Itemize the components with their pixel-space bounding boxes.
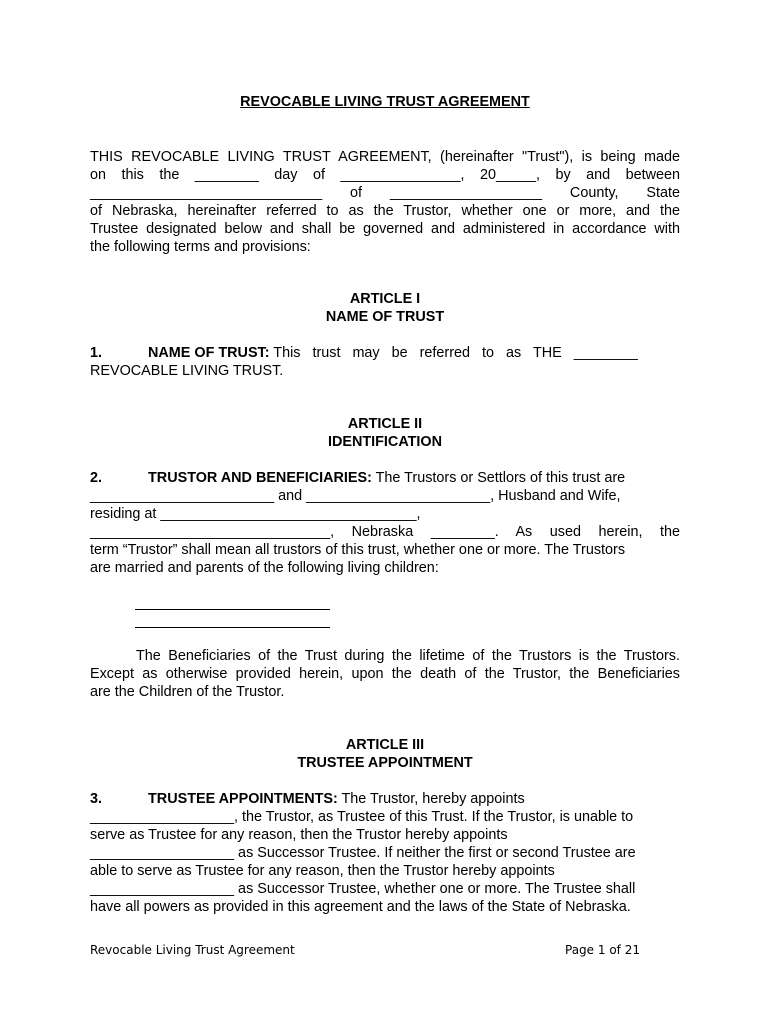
- section-label: TRUSTEE APPOINTMENTS:: [148, 791, 338, 807]
- section-3-line: [90, 790, 680, 808]
- section-1-line: [90, 344, 680, 362]
- article-1-heading: ARTICLE I: [349, 291, 421, 307]
- article-3-subheading: TRUSTEE APPOINTMENT: [297, 755, 473, 771]
- section-text: This trust may be referred to as THE ________: [273, 345, 638, 361]
- section-3: [90, 790, 680, 916]
- section-2-line: residing at ________________________________,: [90, 506, 421, 522]
- section-2-line: are married and parents of the following living children:: [90, 560, 439, 576]
- beneficiary-line: are the Children of the Trustor.: [90, 684, 285, 700]
- section-number: 2.: [90, 470, 103, 486]
- section-3-line: __________________, the Trustor, as Trustee of this Trust. If the Trustor, is unable to: [90, 809, 634, 825]
- footer-title: Revocable Living Trust Agreement: [90, 943, 295, 957]
- intro-line: of Nebraska, hereinafter referred to as the Trustor, whether one or more, and the: [90, 203, 680, 219]
- article-3-heading: ARTICLE III: [345, 737, 425, 753]
- section-3-line: __________________ as Successor Trustee, whether one or more. The Trustee shall: [90, 881, 636, 897]
- section-2-line: ______________________________, Nebraska ________. As used herein, the: [90, 524, 680, 540]
- article-2-subheading: IDENTIFICATION: [327, 434, 443, 450]
- section-3-line: able to serve as Trustee for any reason, then the Trustor hereby appoints: [90, 863, 555, 879]
- section-label: TRUSTOR AND BENEFICIARIES:: [148, 470, 372, 486]
- section-3-line: __________________ as Successor Trustee. If neither the first or second Trustee are: [90, 845, 636, 861]
- intro-line: THIS REVOCABLE LIVING TRUST AGREEMENT, (hereinafter "Trust"), is being made: [90, 149, 680, 165]
- section-2-line: _______________________ and _______________________, Husband and Wife,: [90, 488, 621, 504]
- section-2-line: term “Trustor” shall mean all trustors of this trust, whether one or more. The Trustors: [90, 542, 626, 558]
- section-2: [90, 469, 680, 577]
- intro-line: on this the ________ day of _______________, 20_____, by and between: [90, 167, 680, 183]
- page-number: Page 1 of 21: [565, 943, 640, 957]
- section-number: 1.: [90, 345, 103, 361]
- section-2-line: [90, 469, 680, 487]
- section-3-line: serve as Trustee for any reason, then the Trustor hereby appoints: [90, 827, 508, 843]
- section-3-line: have all powers as provided in this agreement and the laws of the State of Nebraska.: [90, 899, 631, 915]
- intro-line: Trustee designated below and shall be governed and administered in accordance with: [90, 221, 680, 237]
- beneficiaries-paragraph: [90, 647, 680, 701]
- section-text: The Trustors or Settlors of this trust are: [375, 470, 626, 486]
- article-1-subheading: NAME OF TRUST: [325, 309, 445, 325]
- section-1: [90, 344, 680, 380]
- section-label: NAME OF TRUST:: [148, 345, 270, 361]
- section-number: 3.: [90, 791, 103, 807]
- section-text: The Trustor, hereby appoints: [341, 791, 525, 807]
- intro-line: the following terms and provisions:: [90, 239, 311, 255]
- child-name-line: [135, 609, 330, 610]
- intro-line: _____________________________ of ___________________ County, State: [90, 185, 680, 201]
- document-title: REVOCABLE LIVING TRUST AGREEMENT: [240, 94, 530, 110]
- article-2-heading: ARTICLE II: [347, 416, 423, 432]
- section-1-line: REVOCABLE LIVING TRUST.: [90, 363, 284, 379]
- intro-paragraph: [90, 148, 680, 256]
- beneficiary-line: The Beneficiaries of the Trust during the lifetime of the Trustors is the Trustors.: [136, 648, 680, 664]
- beneficiary-line: Except as otherwise provided herein, upon the death of the Trustor, the Beneficiaries: [90, 666, 680, 682]
- child-name-line: [135, 627, 330, 628]
